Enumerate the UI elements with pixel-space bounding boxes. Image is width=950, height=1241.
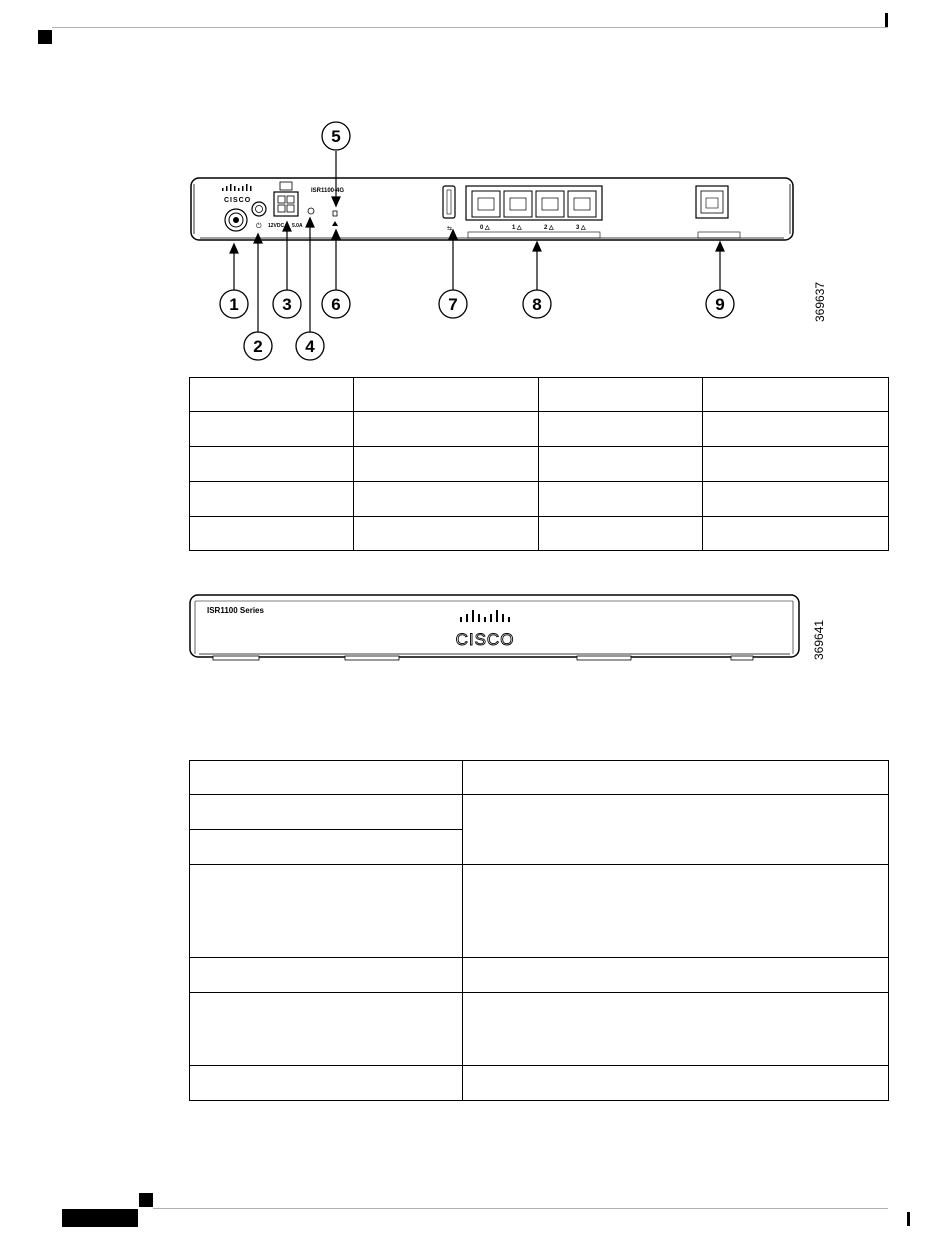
callout-7: 7	[448, 295, 458, 314]
model-label: ISR1100-4G	[311, 188, 345, 194]
rear-logo-text: CISCO	[224, 197, 252, 204]
callout-3: 3	[282, 295, 292, 314]
callout-6: 6	[331, 295, 341, 314]
callout-8: 8	[532, 295, 542, 314]
power-rating-left: 12VDC	[268, 223, 285, 229]
footer-left-marker	[139, 1193, 153, 1207]
rear-panel-figure	[180, 110, 840, 370]
port-number-2: 2 △	[544, 225, 554, 231]
port-number-1: 1 △	[512, 225, 522, 231]
callout-5: 5	[331, 127, 341, 146]
svg-text:⏻: ⏻	[256, 223, 262, 230]
header-rule	[52, 27, 888, 28]
front-panel-figure	[185, 590, 835, 670]
port-number-0: 0 △	[480, 225, 490, 231]
reset-pinhole-icon	[308, 208, 314, 214]
series-label: ISR1100 Series	[207, 606, 264, 615]
header-left-marker	[38, 30, 52, 44]
callout-9: 9	[715, 295, 725, 314]
header-right-tick	[885, 13, 888, 27]
port-number-3: 3 △	[576, 225, 586, 231]
rear-figure-id: 369637	[813, 281, 827, 322]
footer-left-bar	[62, 1209, 138, 1227]
callout-table	[189, 377, 889, 551]
led-indicator-icon	[333, 211, 337, 216]
callout-4: 4	[305, 337, 315, 356]
front-logo-text: CISCO	[455, 630, 515, 649]
callout-2: 2	[253, 337, 263, 356]
footer-rule	[153, 1208, 888, 1209]
callout-1: 1	[229, 295, 239, 314]
footer-right-tick	[907, 1212, 910, 1226]
description-table	[189, 760, 889, 1101]
ground-knob-icon	[225, 209, 247, 231]
svg-text:⇆: ⇆	[447, 226, 453, 232]
front-figure-id: 369641	[812, 619, 826, 660]
power-rating-right: 5.0A	[292, 223, 303, 229]
